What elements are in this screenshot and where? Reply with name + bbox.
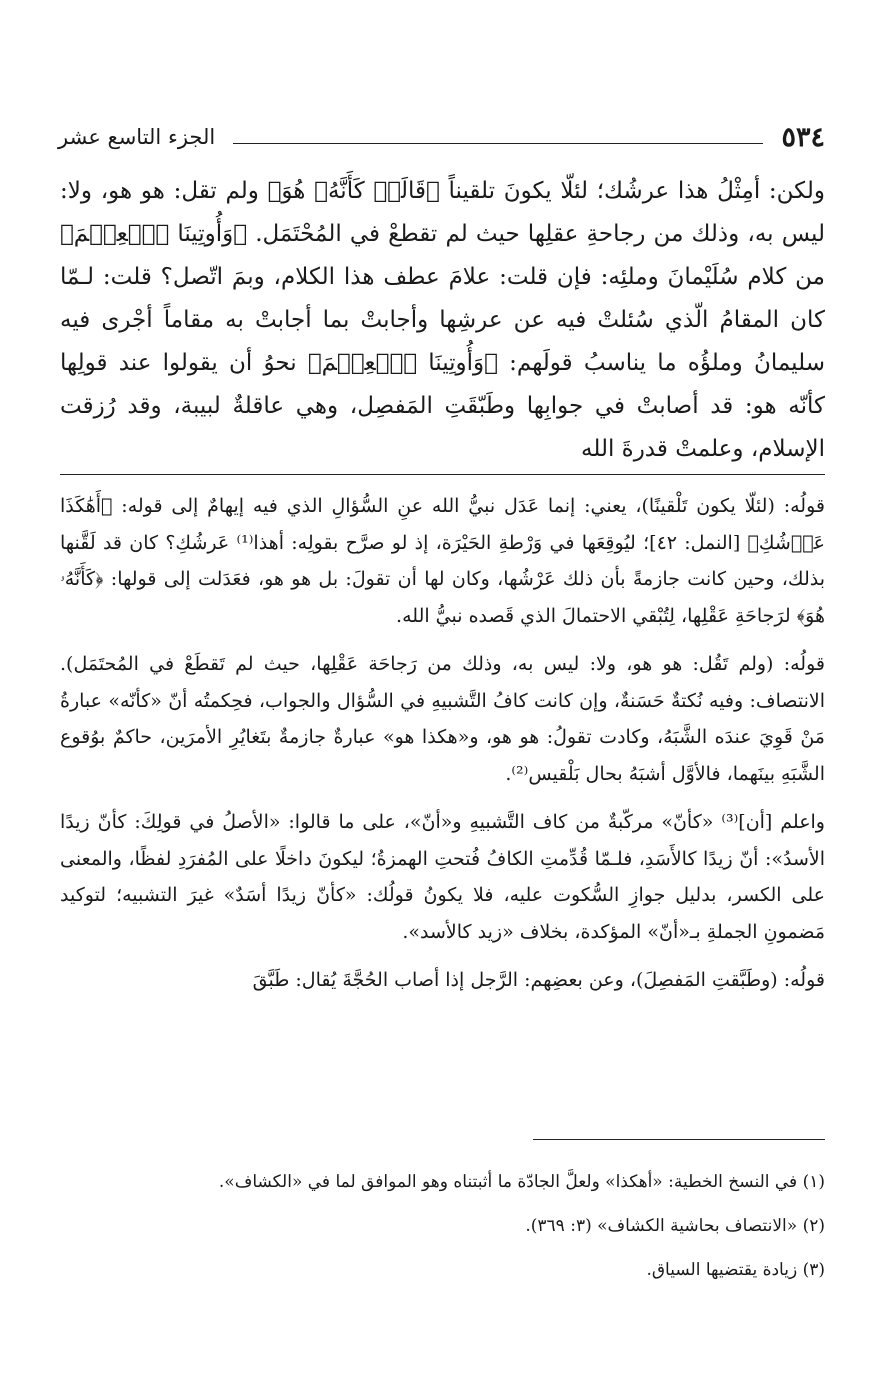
commentary-paragraph: قولُه: (ولم تَقُل: هو هو، ولا: ليس به، وذلك من رَجاحَة عَقْلِها، حيث لم تَقطَعْ في المُحتَمَل). الانتصاف: وفيه نُكتةٌ حَسَنةٌ، وإن كانت كافُ التَّشبيهِ في السُّؤال والجواب، فحِكمتُه أنّ «كأنّه» عبارةُ مَنْ قَوِيَ عندَه الشَّبَهُ، وكادت تقولُ: هو هو، و«هكذا هو» عبارةٌ جازمةٌ بتَغايُرِ الأمرَين، حاكمٌ بوُقوع الشَّبَهِ بينَهما، فالأوَّل أشبَهُ بحال بَلْقيس⁽²⁾. (60, 653, 825, 785)
commentary-paragraph: قولُه: (لئلّا يكون تَلْقينًا)، يعني: إنما عَدَل نبيُّ الله عنِ السُّؤالِ الذي فيه إيهامٌ إلى قوله: ﴿أَهَٰكَذَا عَرۡشُكِ﴾ [النمل: ٤٢]؛ ليُوقِعَها في وَرْطةِ الحَيْرَة، إذ لو صرَّح بقولِه: أهذا⁽¹⁾ عَرشُكِ؟ كان قد لَقَّنها بذلك، وحين كانت جازمةً بأن ذلك عَرْشُها، وكان لها أن تقولَ: بل هو هو، فعَدَلت إلى قولها: ﴿كَأَنَّهُۥ هُوَ﴾ لرَجاحَةِ عَقْلِها، لِتُبْقي الاحتمالَ الذي قَصده نبيُّ الله. (60, 495, 825, 627)
footnote-divider (533, 1139, 825, 1140)
main-paragraph: ولكن: أمِثْلُ هذا عرشُك؛ لئلّا يكونَ تلقيناً ﴿قَالَتۡ كَأَنَّهُۥ هُوَ﴾ ولم تقل: هو هو، ولا: ليس به، وذلك من رجاحةِ عقلِها حيث لم تقطعْ في المُحْتَمَل. ﴿وَأُوتِينَا ٱلۡعِلۡمَ﴾ من كلام سُلَيْمانَ وملئِه: فإن قلت: علامَ عطف هذا الكلام، وبمَ اتّصل؟ قلت: لـمّا كان المقامُ الّذي سُئلتْ فيه عن عرشِها وأجابتْ بما أجابتْ به مقاماً أجْرى فيه سليمانُ وملؤُه ما يناسبُ قولَهم: ﴿وَأُوتِينَا ٱلۡعِلۡمَ﴾ نحوُ أن يقولوا عند قولِها كأنّه هو: قد أصابتْ في جوابِها وطَبّقَتِ المَفصِل، وهي عاقلةٌ لبيبة، وقد رُزقت الإسلام، وعلمتْ قدرةَ الله (60, 178, 825, 462)
main-text-divider (60, 474, 825, 475)
main-text (60, 170, 825, 471)
commentary (60, 488, 825, 999)
commentary-paragraph: واعلم [أن]⁽³⁾ «كأنّ» مركّبةٌ من كاف التَّشبيهِ و«أنّ»، على ما قالوا: «الأصلُ في قولِكَ: كأنّ زيدًا الأسدُ»: أنّ زيدًا كالأَسَدِ، فلـمّا قُدِّمتِ الكافُ فُتحتِ الهمزةُ؛ ليكونَ داخلًا على المُفرَدِ لفظًا، والمعنى على الكسر، بدليل جوازِ السُّكوت عليه، فلا يكونُ قولُك: «كأنّ زيدًا أسَدٌ» غيرَ التشبيه؛ لتوكيد مَضمونِ الجملةِ بـ«أنّ» المؤكدة، بخلاف «زيد كالأسد». (60, 811, 825, 943)
header-rule (233, 143, 763, 144)
page-number: ٥٣٤ (781, 121, 825, 153)
footnote: (١) في النسخ الخطية: «أهكذا» ولعلَّ الجادّة ما أثبتناه وهو الموافق لما في «الكشاف». (218, 1172, 825, 1192)
footnote: (٣) زيادة يقتضيها السياق. (646, 1260, 825, 1280)
running-title: الجزء التاسع عشر (58, 125, 216, 149)
footnote: (٢) «الانتصاف بحاشية الكشاف» (٣: ٣٦٩). (525, 1216, 825, 1236)
footnotes (60, 1160, 825, 1292)
page-header (58, 112, 825, 162)
commentary-paragraph: قولُه: (وطَبَّقتِ المَفصِلَ)، وعن بعضِهم: الرَّجل إذا أصاب الحُجَّةَ يُقال: طَبَّقَ (252, 969, 825, 991)
